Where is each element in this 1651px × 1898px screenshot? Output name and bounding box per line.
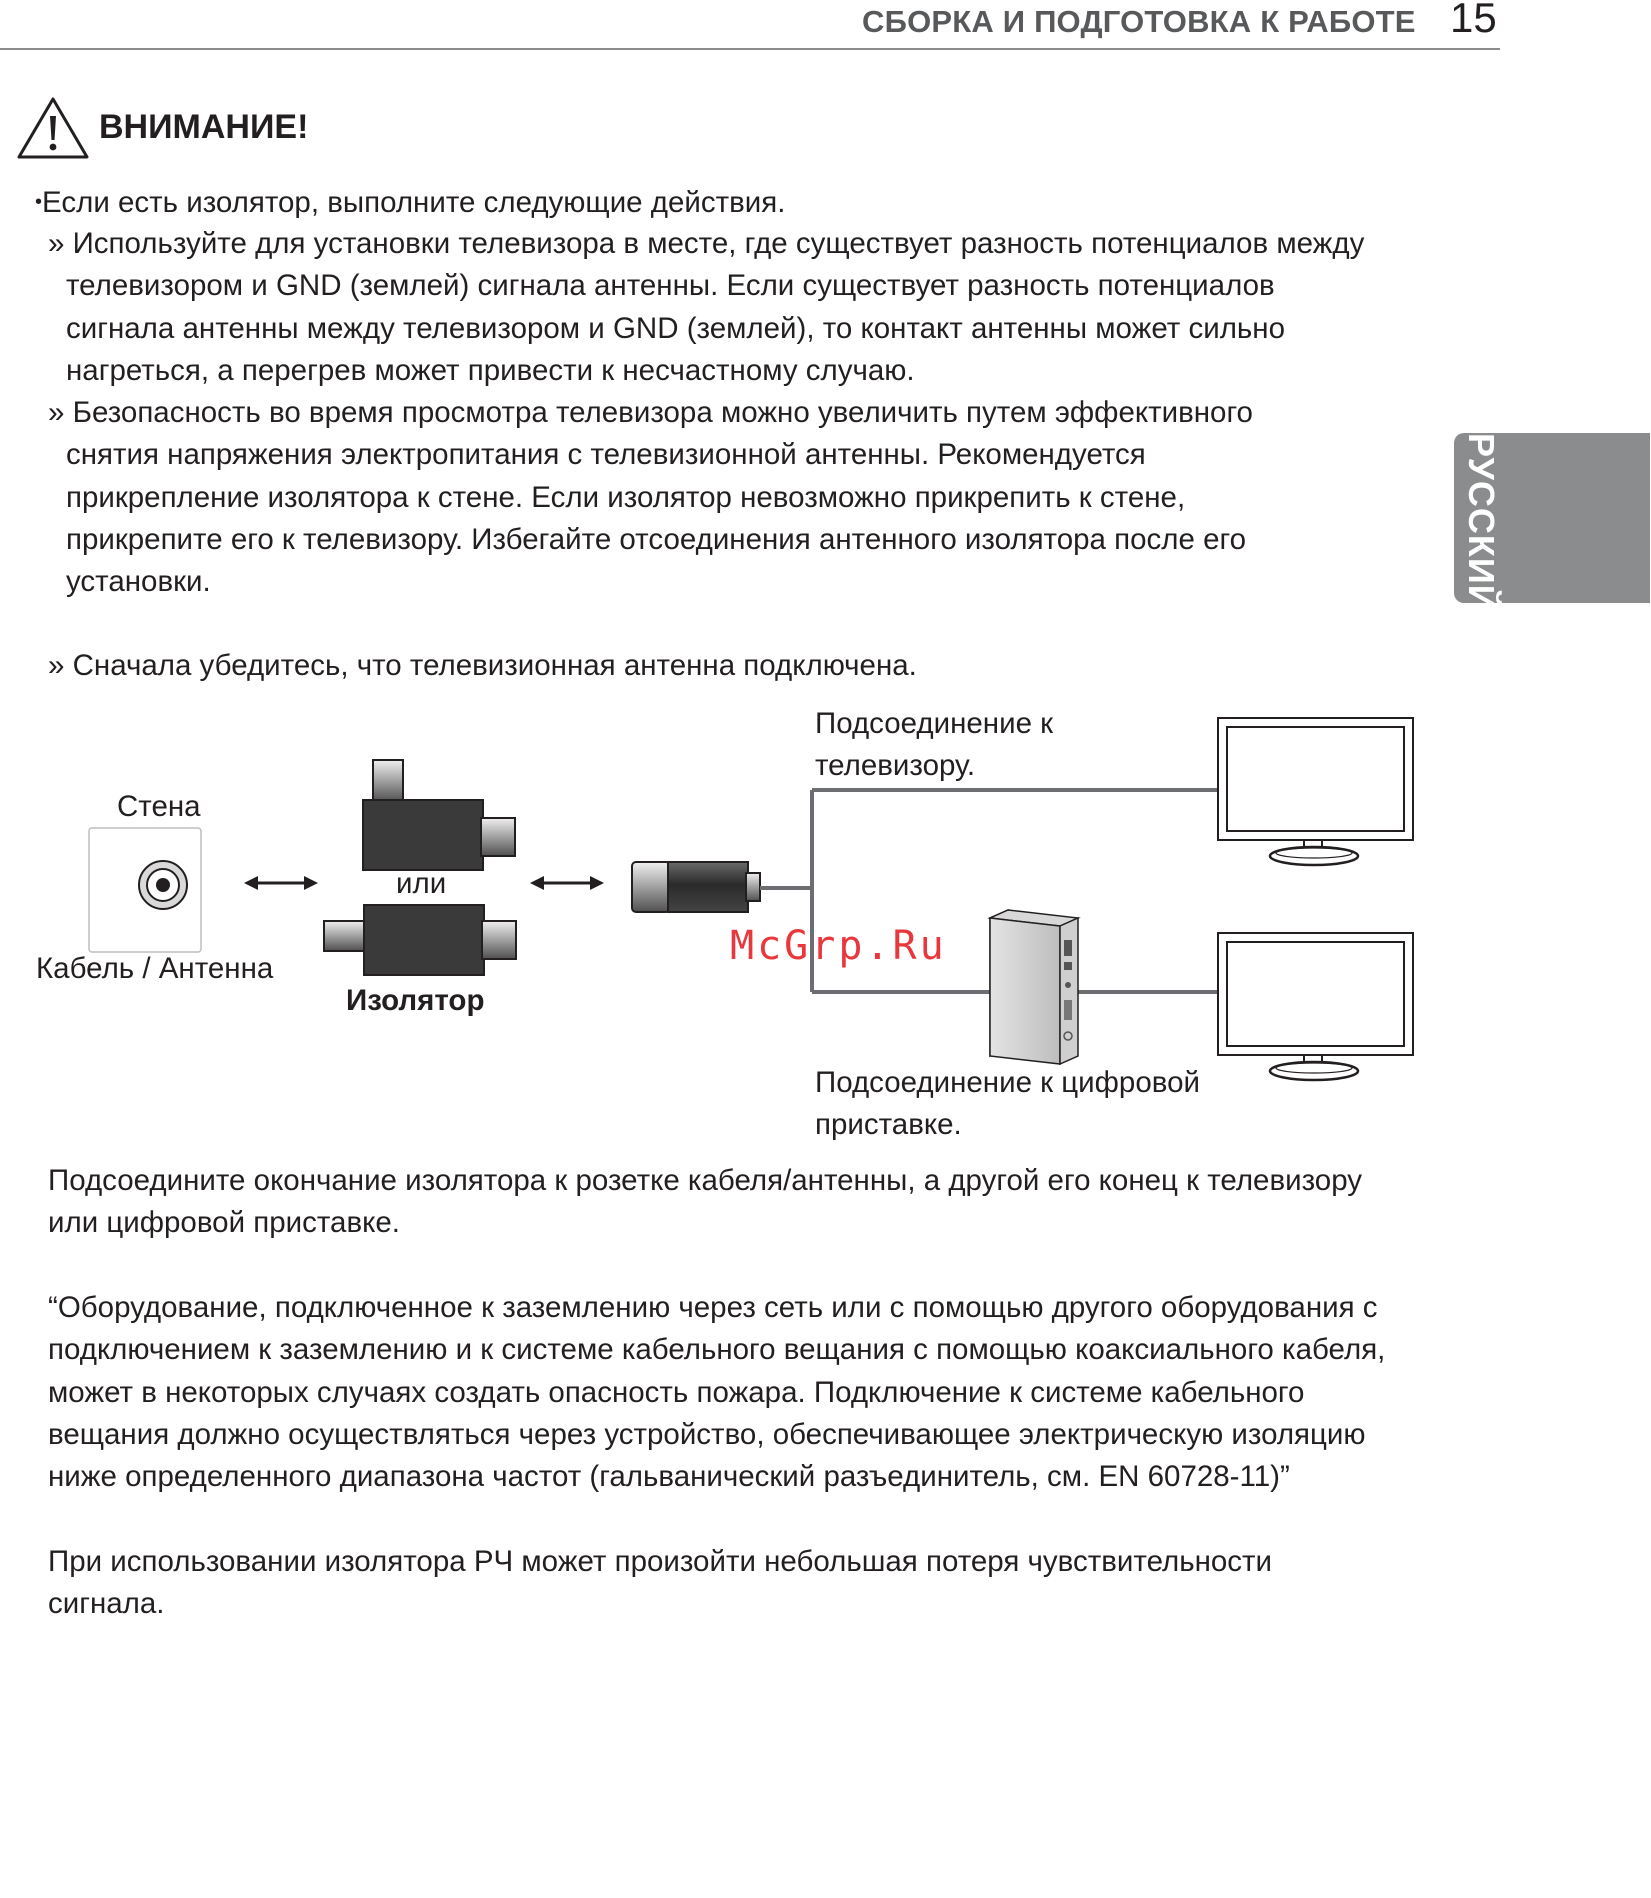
cable-antenna-label: Кабель / Антенна [36, 952, 274, 985]
paragraph-grounding-quote [48, 1287, 1385, 1498]
watermark: McGrp.Ru [730, 923, 947, 969]
isolator-label: Изолятор [346, 984, 485, 1017]
warning-title: ВНИМАНИЕ! [99, 108, 309, 146]
set-top-box [990, 910, 1078, 1064]
warning-subitem-2 [48, 392, 1253, 603]
text-line: установки. [66, 565, 211, 599]
warning-subitem-3: » Сначала убедитесь, что телевизионная антенна подключена. [48, 649, 917, 682]
text-line: ниже определенного диапазона частот (гальванический разъединитель, см. EN 60728-11)” [48, 1460, 1290, 1494]
text-line: приставке. [815, 1108, 962, 1141]
double-arrow-left [244, 876, 318, 890]
wall-socket [89, 828, 201, 952]
warning-icon [16, 96, 90, 160]
paragraph-connect-instructions [48, 1160, 1362, 1245]
text-line: сигнала. [48, 1587, 165, 1621]
text-line: Подсоединение к цифровой [815, 1066, 1200, 1099]
text-line: » Безопасность во время просмотра телевизора можно увеличить путем эффективного [48, 396, 1253, 429]
warning-subitem-1 [48, 223, 1364, 392]
text-line: “Оборудование, подключенное к заземлению через сеть или с помощью другого оборудования с [48, 1291, 1378, 1324]
text-line: телевизором и GND (землей) сигнала антенны. Если существует разность потенциалов [66, 269, 1275, 303]
or-label: или [396, 867, 447, 900]
text-line: При использовании изолятора РЧ может произойти небольшая потеря чувствительности [48, 1545, 1273, 1578]
text-line: или цифровой приставке. [48, 1206, 400, 1240]
text-line: нагреться, а перегрев может привести к несчастному случаю. [66, 353, 915, 387]
page-header-title: СБОРКА И ПОДГОТОВКА К РАБОТЕ [862, 4, 1416, 39]
text-line: подключением к заземлению и к системе кабельного вещания с помощью коаксиального кабеля, [48, 1333, 1386, 1367]
isolator-straight [324, 905, 516, 975]
coax-connector [632, 862, 760, 912]
warning-bullet: •Если есть изолятор, выполните следующие действия. [35, 186, 786, 219]
text-line: » Используйте для установки телевизора в месте, где существует разность потенциалов между [48, 227, 1365, 260]
text-line: Подсоедините окончание изолятора к розетке кабеля/антенны, а другой его конец к телевизору [48, 1164, 1363, 1197]
text-line: снятия напряжения электропитания с телевизионной антенны. Рекомендуется [66, 438, 1146, 472]
page-number: 15 [1450, 0, 1497, 41]
text-line: может в некоторых случаях создать опасность пожара. Подключение к системе кабельного [48, 1375, 1305, 1409]
warning-bullet-text: Если есть изолятор, выполните следующие действия. [42, 186, 786, 219]
isolator-connection-diagram [0, 700, 1440, 1140]
text-line: прикрепление изолятора к стене. Если изолятор невозможно прикрепить к стене, [66, 480, 1186, 514]
stb-connection-label [815, 1062, 1200, 1146]
text-line: Подсоединение к [815, 707, 1054, 740]
language-tab-label: РУССКИЙ [1461, 433, 1502, 612]
tv-monitor-top [1218, 718, 1413, 865]
text-line: телевизору. [815, 749, 976, 782]
isolator-angled [363, 760, 515, 870]
double-arrow-right [530, 876, 604, 890]
header-divider [0, 48, 1500, 50]
text-line: прикрепите его к телевизору. Избегайте отсоединения антенного изолятора после его [66, 522, 1247, 556]
text-line: вещания должно осуществляться через устройство, обеспечивающее электрическую изоляцию [48, 1417, 1366, 1451]
tv-connection-label [815, 703, 1053, 787]
tv-monitor-bottom [1218, 933, 1413, 1080]
text-line: сигнала антенны между телевизором и GND (землей), то контакт антенны может сильно [66, 311, 1285, 345]
wall-label: Стена [117, 790, 201, 823]
paragraph-rf-isolator-note [48, 1541, 1272, 1626]
